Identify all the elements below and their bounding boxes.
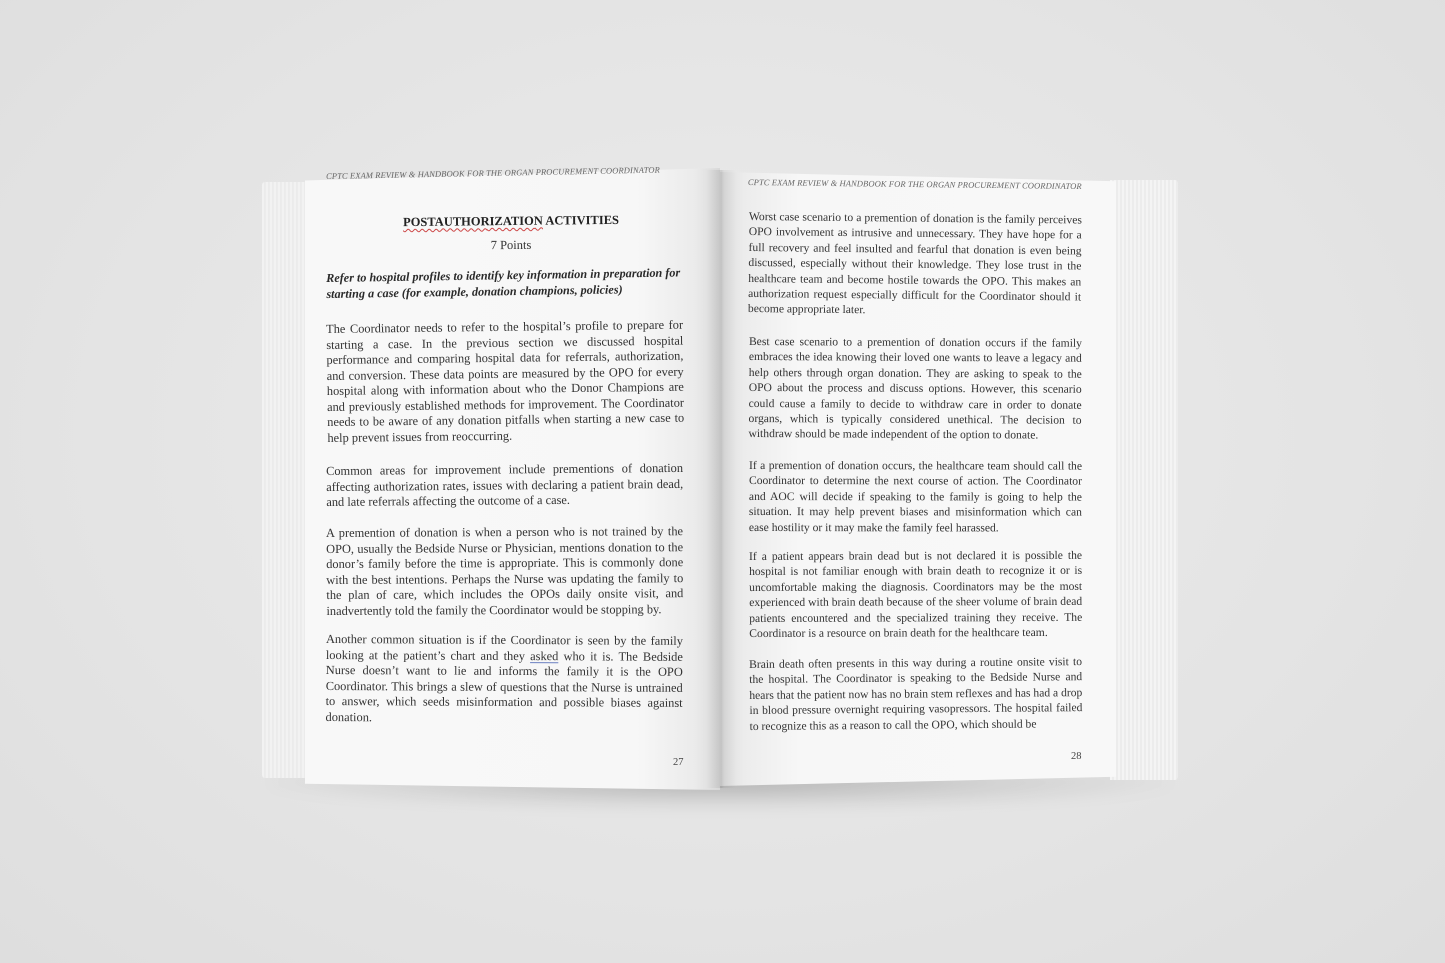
section-points: 7 Points (490, 237, 532, 253)
grammar-flagged-word: asked (530, 648, 559, 663)
right-paragraph-3: If a premention of donation occurs, the healthcare team should call the Coordinator to determine the next course of action. The Coordinator and AOC will decide if speaking to the family is going to help the situation. It may help prevent biases and misinformation which can ease hostility or it may make the family feel harassed. (748, 459, 1082, 535)
right-paragraph-5: Brain death often presents in this way during a routine onsite visit to the hospital. The Coordinator is speaking to the Bedside Nurse and hears that the patient now has no brain stem reflexes and has had a drop in blood pressure overnight requiring vasopressors. The hospital failed to recognize this as a reason to call the OPO, which should be (749, 655, 1083, 733)
left-paragraph-3: A premention of donation is when a person who is not trained by the OPO, usually the Bedside Nurse or Physician, mentions donation to the donor’s family before the time is appropriate. This is commonly done with the best intentions. Perhaps the Nurse was updating the family to the plan of care, which includes the OPOs daily onsite visit, and inadvertently told the family the Coordinator would be stopping by. (326, 524, 684, 618)
section-subheading: Refer to hospital profiles to identify key information in preparation for starting a case (for example, donation champions, policies) (326, 265, 681, 301)
left-paragraph-4-end: who it is. The Bedside Nurse doesn’t want to lie and informs the family it is the OPO Coordinator. This brings a slew of questions that the Nurse is untrained to answer, which seeds misinformation and possible biases against donation. (325, 648, 683, 724)
running-head-right: CPTC EXAM REVIEW & HANDBOOK FOR THE ORGAN PROCUREMENT COORDINATOR (747, 177, 1082, 192)
right-paragraph-4: If a patient appears brain dead but is not declared it is possible the hospital is not familiar enough with brain death to recognize it or is uncomfortable making the diagnosis. Coordinators may be the most experienced with brain death because of the sheer volume of brain dead patients encountered and the specialized training they receive. The Coordinator is a resource on brain death for the healthcare team. (749, 548, 1083, 641)
right-paragraph-2: Best case scenario to a premention of donation occurs if the family embraces the idea knowing their loved one wants to leave a legacy and help others through organ donation. They are asking to speak to the OPO about the process and discuss options. However, this scenario could cause a family to decide to withdraw care in order to donate organs, which is typically considered unethical. The decision to withdraw should be made independent of the option to donate. (748, 335, 1082, 442)
page-number-left: 27 (673, 757, 684, 768)
page-number-right: 28 (1071, 751, 1082, 762)
left-paragraph-2: Common areas for improvement include prementions of donation affecting authorization rates, issues with declaring a patient brain dead, and late referrals affecting the outcome of a case. (326, 460, 684, 509)
left-paragraph-1: The Coordinator needs to refer to the hospital’s profile to prepare for starting a case. In the previous section we discussed hospital performance and comparing hospital data for referrals, authorization, and conversion. These data points are measured by the OPO for every hospital along with information about who the Donor Champions are and previously established methods for improvement. The Coordinator needs to be aware of any donation pitfalls when starting a new case to help prevent issues from reoccurring. (326, 317, 685, 445)
left-paragraph-4 (326, 632, 683, 727)
section-title-main: POSTAUTHORIZATION (402, 213, 543, 230)
left-page-edges (262, 182, 312, 778)
right-page-text-area (720, 172, 1116, 740)
section-title-rest: ACTIVITIES (542, 212, 620, 228)
right-page-edges (1110, 180, 1178, 780)
right-paragraph-1: Worst case scenario to a premention of donation is the family perceives OPO involvement as intrusive and unnecessary. They have hope for a full recovery and feel insulted and fearful that donation is even being discussed, especially without their knowledge. They lose trust in the healthcare team and become hostile towards the OPO. This makes an authorization request especially difficult for the Coordinator should it become appropriate later. (747, 209, 1082, 317)
running-head-left: CPTC EXAM REVIEW & HANDBOOK FOR THE ORGAN PROCUREMENT COORDINATOR (326, 164, 660, 181)
left-paragraph-4-start: Another common situation is if the Coordinator is seen by the family looking at the patient’s chart and they (325, 632, 683, 663)
